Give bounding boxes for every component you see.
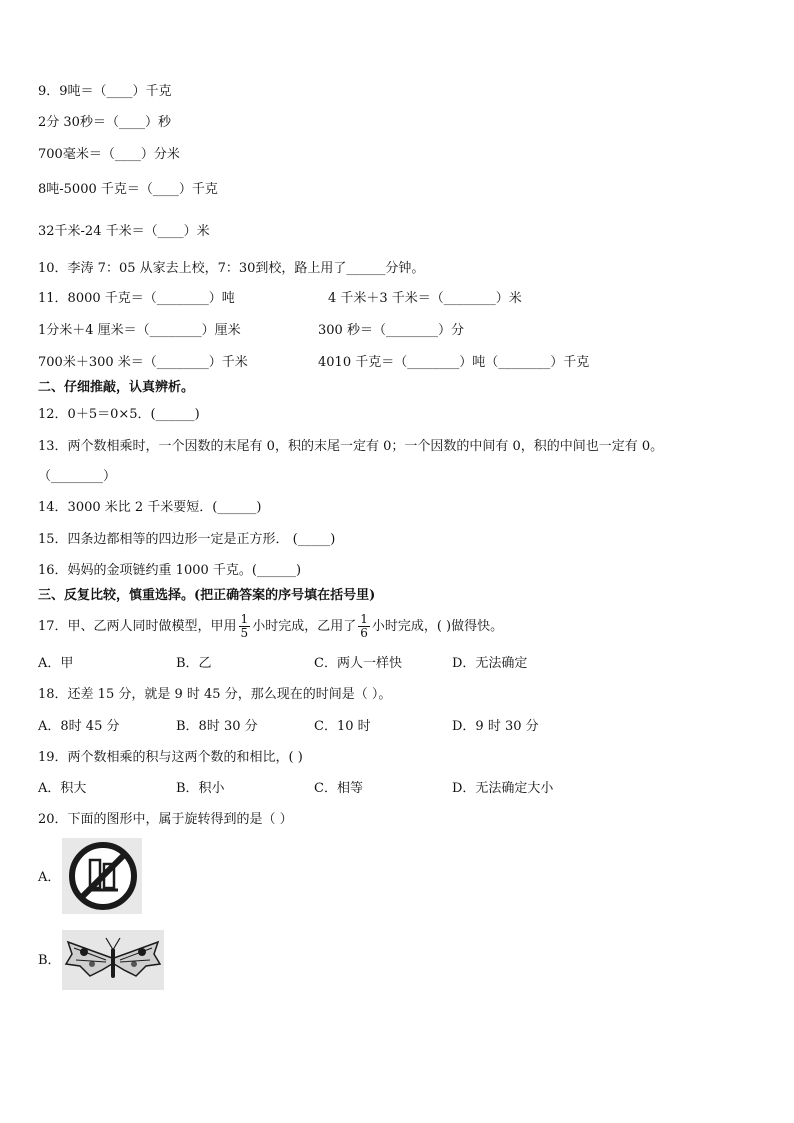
line-q17: [38, 612, 503, 642]
q17-text-b: 小时完成，乙用了: [252, 619, 357, 634]
section-heading-2: 二、仔细推敲，认真辨析。: [38, 380, 195, 395]
line-q11a-right: 4 千米＋3 千米＝（________）米: [328, 291, 522, 306]
option-q20-a-label[interactable]: A．: [38, 870, 61, 885]
section-heading-3: 三、反复比较，慎重选择。(把正确答案的序号填在括号里): [38, 588, 376, 603]
option-q19-d[interactable]: D．无法确定大小: [452, 781, 554, 796]
line-q15: 15．四条边都相等的四边形一定是正方形． (_____): [38, 532, 336, 547]
option-q19-a[interactable]: A．积大: [38, 781, 87, 796]
option-q19-b[interactable]: B．积小: [176, 781, 225, 796]
fraction-one-sixth: [358, 613, 370, 640]
line-q18: 18．还差 15 分，就是 9 时 45 分，那么现在的时间是（ ）。: [38, 687, 392, 702]
line-q9b: 2分 30秒＝（____）秒: [38, 115, 171, 130]
option-q18-b[interactable]: B．8时 30 分: [176, 719, 258, 734]
option-q17-d[interactable]: D．无法确定: [452, 656, 528, 671]
line-q10: 10．李涛 7：05 从家去上校，7：30到校，路上用了______分钟。: [38, 261, 425, 276]
option-q17-b[interactable]: B．乙: [176, 656, 212, 671]
fraction-one-fifth: [239, 613, 251, 640]
line-q11b-right: 300 秒＝（________）分: [318, 323, 464, 338]
line-q13-answer: （________）: [38, 469, 117, 484]
option-q20-b-label[interactable]: B．: [38, 953, 61, 968]
line-q9a: 9．9吨＝（____）千克: [38, 84, 172, 99]
line-q12: 12．0＋5＝0×5．(______): [38, 407, 200, 422]
fraction-numerator: 1: [240, 612, 249, 626]
no-entry-sign-icon: [62, 838, 142, 914]
q17-text-c: 小时完成，( )做得快。: [371, 619, 504, 634]
butterfly-image[interactable]: [62, 930, 164, 990]
fraction-denominator: 6: [360, 626, 368, 640]
line-q9e: 32千米-24 千米＝（____）米: [38, 224, 210, 239]
line-q11c-left: 700米＋300 米＝（________）千米: [38, 355, 248, 370]
butterfly-icon: [62, 930, 164, 990]
no-entry-sign-image[interactable]: [62, 838, 142, 914]
line-q11b-left: 1分米＋4 厘米＝（________）厘米: [38, 323, 241, 338]
option-q18-a[interactable]: A．8时 45 分: [38, 719, 120, 734]
line-q13: 13．两个数相乘时，一个因数的末尾有 0，积的末尾一定有 0；一个因数的中间有 0，积的中间也一定有 0。: [38, 439, 664, 454]
option-q18-d[interactable]: D．9 时 30 分: [452, 719, 539, 734]
line-q11a-left: 11．8000 千克＝（________）吨: [38, 291, 235, 306]
fraction-numerator: 1: [360, 612, 368, 626]
fraction-denominator: 5: [240, 626, 249, 640]
line-q9c: 700毫米＝（____）分米: [38, 147, 180, 162]
line-q16: 16．妈妈的金项链约重 1000 千克。(______): [38, 563, 302, 578]
option-q17-a[interactable]: A．甲: [38, 656, 74, 671]
line-q19: 19．两个数相乘的积与这两个数的和相比，( ): [38, 750, 303, 765]
line-q9d: 8吨-5000 千克＝（____）千克: [38, 182, 218, 197]
line-q20: 20．下面的图形中，属于旋转得到的是（ ）: [38, 812, 293, 827]
line-q11c-right: 4010 千克＝（________）吨（________）千克: [318, 355, 590, 370]
option-q18-c[interactable]: C．10 时: [314, 719, 371, 734]
option-q17-c[interactable]: C．两人一样快: [314, 656, 402, 671]
option-q19-c[interactable]: C．相等: [314, 781, 363, 796]
q17-text-a: 17．甲、乙两人同时做模型，甲用: [38, 619, 237, 634]
line-q14: 14．3000 米比 2 千米要短．(______): [38, 500, 262, 515]
